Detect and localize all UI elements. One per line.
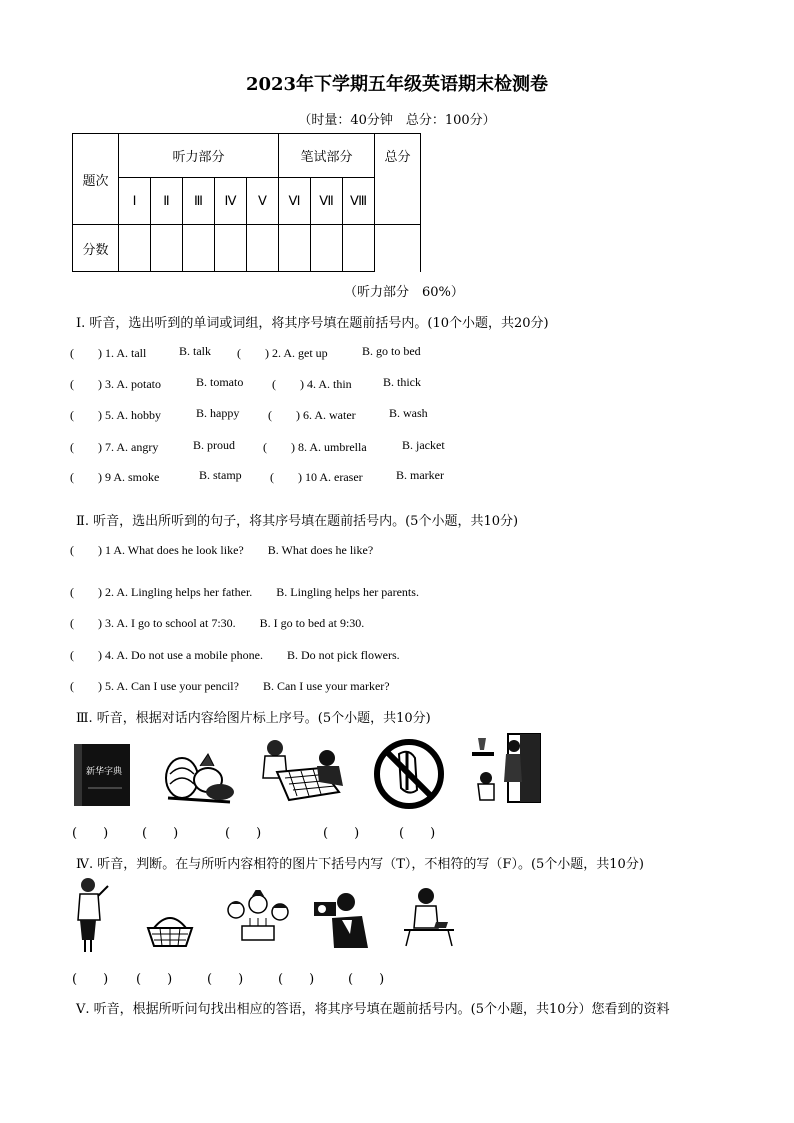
- dictionary-image: [72, 740, 134, 808]
- q5-b: B. happy: [196, 406, 240, 420]
- answer-paren[interactable]: ( ): [142, 826, 179, 841]
- roman-2: Ⅱ: [151, 178, 183, 225]
- score-table: [72, 133, 421, 272]
- roman-6: Ⅵ: [279, 178, 311, 225]
- man-camera-image: [312, 890, 370, 950]
- answer-paren[interactable]: ( ): [136, 972, 173, 987]
- q1-b: B. talk: [179, 344, 211, 358]
- score-cell[interactable]: [215, 225, 247, 272]
- q3-b: B. tomato: [196, 375, 244, 389]
- answer-paren[interactable]: ( ): [348, 972, 385, 987]
- q8-a: ( ) 8. A. umbrella: [263, 440, 367, 454]
- q9-b: B. stamp: [199, 468, 242, 482]
- answer-paren[interactable]: ( ): [207, 972, 244, 987]
- answer-paren[interactable]: ( ): [72, 972, 109, 987]
- roman-4: Ⅳ: [215, 178, 247, 225]
- q4-b: B. thick: [383, 375, 421, 389]
- page-title: 2023年下学期五年级英语期末检测卷: [245, 74, 549, 95]
- chess-image: [259, 738, 345, 810]
- q2-b: B. go to bed: [362, 344, 421, 358]
- q10-b: B. marker: [396, 468, 444, 482]
- listening-note: （听力部分 60%）: [344, 285, 464, 300]
- q7-b: B. proud: [193, 438, 235, 452]
- woman-ironing-image: [400, 886, 458, 948]
- no-talking-sign-image: [373, 738, 445, 810]
- q6-b: B. wash: [389, 406, 428, 420]
- p2-item-5: ( ) 5. A. Can I use your pencil? B. Can I use your marker?: [70, 679, 390, 693]
- vegetables-image: [160, 746, 238, 808]
- q1-a: ( ) 1. A. tall: [70, 346, 147, 360]
- score-cell[interactable]: [183, 225, 215, 272]
- section-1-heading: Ⅰ. 听音，选出听到的单词或词组，将其序号填在题前括号内。(10个小题，共20分): [76, 316, 549, 331]
- dictionary-title: 新华字典: [86, 767, 123, 777]
- q5-a: ( ) 5. A. hobby: [70, 408, 161, 422]
- row-label-score: 分数: [73, 225, 119, 272]
- score-cell[interactable]: [151, 225, 183, 272]
- q3-a: ( ) 3. A. potato: [70, 377, 161, 391]
- section-3-heading: Ⅲ. 听音，根据对话内容给图片标上序号。(5个小题，共10分): [76, 711, 431, 726]
- roman-7: Ⅶ: [311, 178, 343, 225]
- p2-item-3: ( ) 3. A. I go to school at 7:30. B. I go to bed at 9:30.: [70, 616, 365, 630]
- p2-item-2: ( ) 2. A. Lingling helps her father. B. Lingling helps her parents.: [70, 585, 419, 599]
- q2-a: ( ) 2. A. get up: [237, 346, 328, 360]
- q8-b: B. jacket: [402, 438, 445, 452]
- p2-item-4: ( ) 4. A. Do not use a mobile phone. B. Do not pick flowers.: [70, 648, 400, 662]
- roman-1: Ⅰ: [119, 178, 151, 225]
- score-cell[interactable]: [119, 225, 151, 272]
- q10-a: ( ) 10 A. eraser: [270, 470, 363, 484]
- section-2-heading: Ⅱ. 听音，选出所听到的句子，将其序号填在题前括号内。(5个小题，共10分): [76, 514, 519, 529]
- roman-3: Ⅲ: [183, 178, 215, 225]
- q4-a: ( ) 4. A. thin: [272, 377, 352, 391]
- writing-header: 笔试部分: [279, 134, 375, 178]
- answer-paren[interactable]: ( ): [72, 826, 109, 841]
- answer-paren[interactable]: ( ): [399, 826, 436, 841]
- score-cell[interactable]: [343, 225, 375, 272]
- section-5-heading: Ⅴ. 听音，根据所听问句找出相应的答语，将其序号填在题前括号内。(5个小题，共10分）您看到的资料: [76, 1002, 670, 1017]
- q7-a: ( ) 7. A. angry: [70, 440, 159, 454]
- score-cell[interactable]: [279, 225, 311, 272]
- total-header: 总分: [375, 134, 421, 225]
- exam-subtitle: （时量：40分钟 总分：100分）: [298, 113, 496, 128]
- listening-header: 听力部分: [119, 134, 279, 178]
- q9-a: ( ) 9 A. smoke: [70, 470, 160, 484]
- p2-item-1: ( ) 1 A. What does he look like? B. What does he like?: [70, 543, 374, 557]
- score-cell[interactable]: [247, 225, 279, 272]
- roman-5: Ⅴ: [247, 178, 279, 225]
- answer-paren[interactable]: ( ): [323, 826, 360, 841]
- answer-paren[interactable]: ( ): [225, 826, 262, 841]
- woman-pointing-image: [74, 876, 112, 954]
- score-cell[interactable]: [311, 225, 343, 272]
- birthday-party-image: [222, 890, 294, 946]
- opening-door-image: [468, 732, 542, 804]
- section-4-heading: Ⅳ. 听音，判断。在与所听内容相符的图片下括号内写（T），不相符的写（F）。(5个小题，共10分): [76, 857, 644, 872]
- total-cell[interactable]: [375, 225, 421, 272]
- basket-image: [144, 914, 196, 950]
- answer-paren[interactable]: ( ): [278, 972, 315, 987]
- roman-8: Ⅷ: [343, 178, 375, 225]
- q6-a: ( ) 6. A. water: [268, 408, 356, 422]
- row-label-items: 题次: [73, 134, 119, 225]
